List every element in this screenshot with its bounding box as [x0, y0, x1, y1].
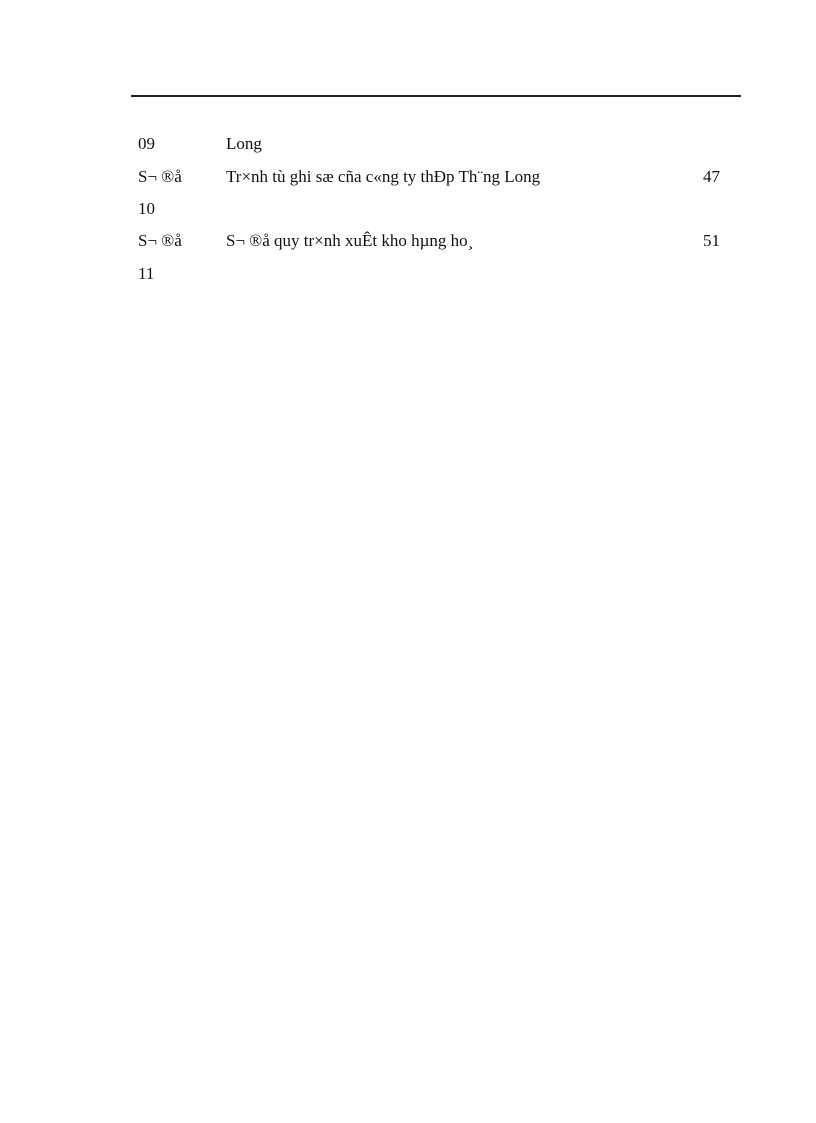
page-number: 51: [703, 231, 720, 250]
toc-line: [0, 262, 816, 286]
figure-label: S¬ ®å: [138, 167, 182, 186]
figure-title: Long: [226, 134, 262, 153]
page-number: 47: [703, 167, 720, 186]
toc-line: [0, 229, 816, 253]
toc-line: [0, 132, 816, 156]
toc-line: [0, 197, 816, 221]
figure-label: 10: [138, 199, 155, 218]
figure-title: Tr×nh tù ghi sæ cña c«ng ty thÐp Th¨ng Long: [226, 167, 541, 186]
header-rule: [131, 95, 741, 97]
toc-line: [0, 165, 816, 189]
figure-label: 11: [138, 264, 155, 283]
figure-label: S¬ ®å: [138, 231, 182, 250]
figure-title: S¬ ®å quy tr×nh xuÊt kho hµng ho¸: [226, 231, 474, 250]
figure-label: 09: [138, 134, 155, 153]
